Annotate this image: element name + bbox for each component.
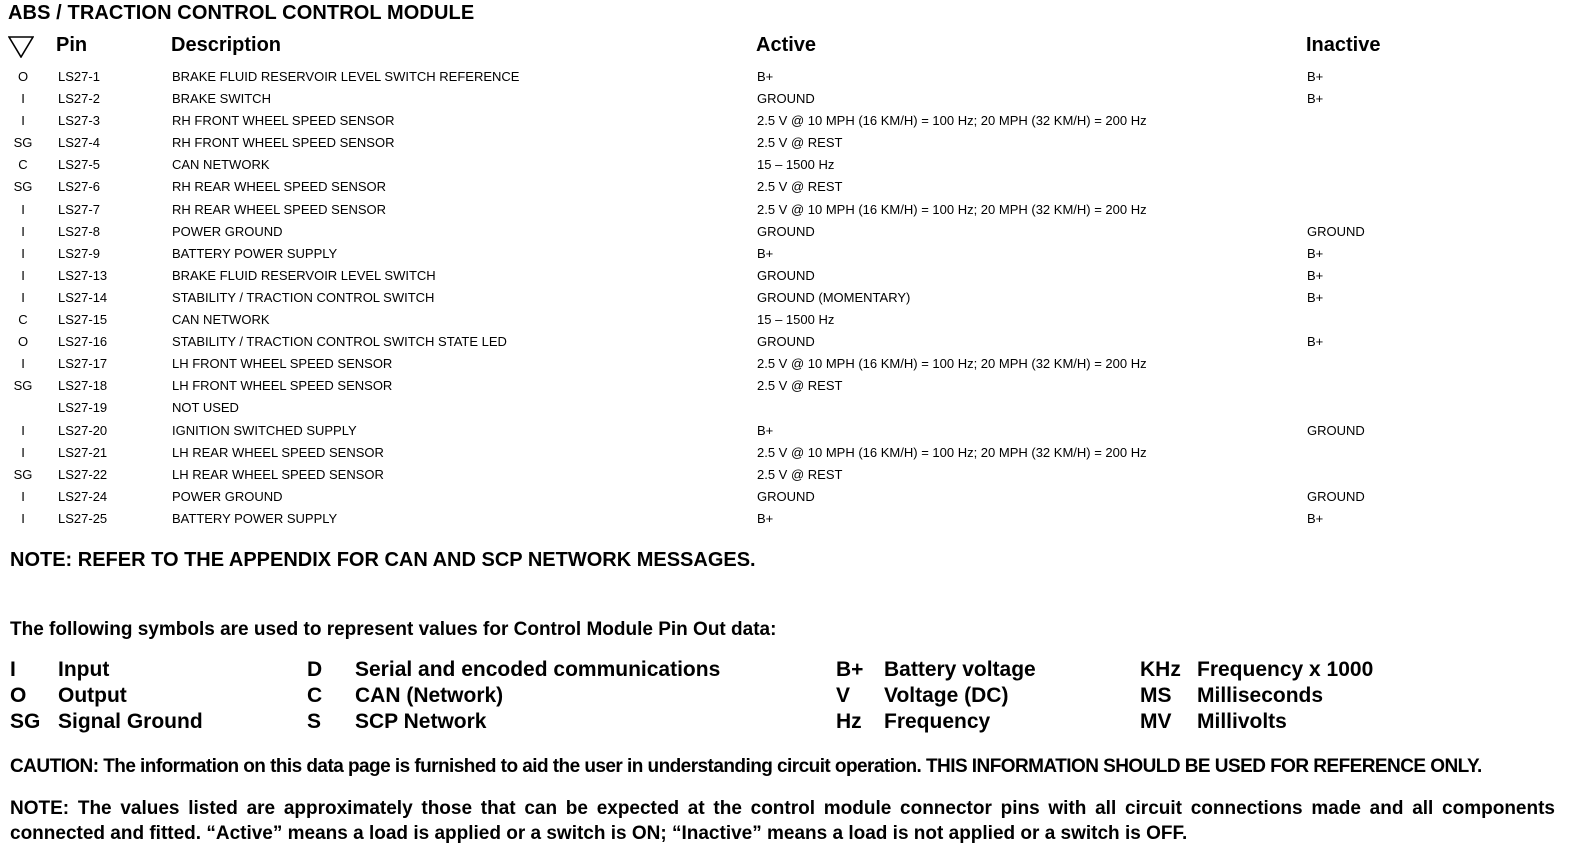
table-row: [0, 442, 1584, 464]
pin-description: RH FRONT WHEEL SPEED SENSOR: [172, 135, 395, 151]
active-value: B+: [757, 245, 774, 261]
pin-description: STABILITY / TRACTION CONTROL SWITCH STATE LED: [172, 334, 507, 350]
pin-number: LS27-16: [58, 334, 108, 350]
pin-description: CAN NETWORK: [172, 312, 270, 328]
pin-type: C: [18, 312, 28, 328]
pin-description: BRAKE FLUID RESERVOIR LEVEL SWITCH REFERENCE: [172, 69, 520, 84]
type-column-triangle-icon: [8, 36, 34, 58]
table-row: [0, 243, 1584, 265]
legend-symbol: MS: [1140, 684, 1172, 707]
pin-type: SG: [13, 466, 33, 482]
pin-type: I: [21, 444, 25, 460]
table-row: [0, 287, 1584, 309]
active-value: 2.5 V @ 10 MPH (16 KM/H) = 100 Hz; 20 MPH (32 KM/H) = 200 Hz: [757, 444, 1147, 460]
pin-number: LS27-19: [58, 400, 108, 416]
active-value: GROUND: [757, 223, 815, 239]
caution-note: CAUTION: The information on this data page is furnished to aid the user in understanding circuit operation. THIS INFORMATION SHOULD BE USED FOR REFERENCE ONLY.: [10, 756, 1482, 777]
pin-number: LS27-22: [58, 466, 108, 482]
pin-number: LS27-17: [58, 356, 108, 372]
inactive-value: GROUND: [1307, 422, 1365, 438]
legend-meaning: Serial and encoded communications: [355, 658, 721, 681]
page-title: ABS / TRACTION CONTROL CONTROL MODULE: [8, 2, 475, 24]
legend-symbol: SG: [10, 710, 41, 733]
pin-number: LS27-25: [58, 510, 108, 526]
inactive-value: B+: [1307, 267, 1324, 283]
inactive-value: B+: [1307, 91, 1324, 107]
active-value: 2.5 V @ REST: [757, 179, 843, 195]
column-header-description: Description: [171, 34, 282, 56]
pin-description: BRAKE FLUID RESERVOIR LEVEL SWITCH: [172, 267, 436, 283]
legend-symbol: D: [307, 658, 323, 681]
table-row: [0, 420, 1584, 442]
pin-type: C: [18, 157, 28, 173]
pin-description: IGNITION SWITCHED SUPPLY: [172, 422, 357, 438]
legend-meaning: SCP Network: [355, 710, 487, 733]
pin-type: O: [17, 334, 29, 350]
legend-symbol: I: [10, 658, 16, 681]
pin-description: NOT USED: [172, 400, 239, 416]
legend-meaning: Milliseconds: [1197, 684, 1324, 707]
pin-type: I: [21, 223, 25, 239]
legend-symbol: B+: [836, 658, 864, 681]
column-header-pin: Pin: [56, 34, 88, 56]
pin-description: CAN NETWORK: [172, 157, 270, 173]
column-header-active: Active: [756, 34, 817, 56]
pin-description: POWER GROUND: [172, 223, 283, 239]
pin-description: RH REAR WHEEL SPEED SENSOR: [172, 201, 387, 217]
pin-type: I: [21, 289, 25, 305]
legend-meaning: Input: [58, 658, 110, 681]
pin-type: I: [21, 488, 25, 504]
legend-symbol: V: [836, 684, 851, 707]
pin-type: I: [21, 422, 25, 438]
symbols-intro: The following symbols are used to represent values for Control Module Pin Out data:: [10, 619, 777, 640]
table-row: [0, 353, 1584, 375]
legend-meaning: Voltage (DC): [884, 684, 1009, 707]
legend-symbol: S: [307, 710, 322, 733]
pin-description: RH FRONT WHEEL SPEED SENSOR: [172, 113, 395, 129]
table-row: [0, 265, 1584, 287]
pin-number: LS27-24: [58, 488, 108, 504]
legend-meaning: Frequency: [884, 710, 991, 733]
active-value: GROUND: [757, 91, 815, 107]
pin-number: LS27-7: [58, 201, 100, 217]
pin-number: LS27-18: [58, 378, 108, 394]
table-row: [0, 199, 1584, 221]
active-value: 2.5 V @ 10 MPH (16 KM/H) = 100 Hz; 20 MPH (32 KM/H) = 200 Hz: [757, 356, 1147, 372]
pin-description: LH FRONT WHEEL SPEED SENSOR: [172, 356, 393, 372]
active-value: 2.5 V @ REST: [757, 135, 843, 151]
inactive-value: GROUND: [1307, 488, 1365, 504]
pin-type: I: [21, 201, 25, 217]
table-row: [0, 309, 1584, 331]
active-value: 2.5 V @ REST: [757, 466, 843, 482]
pin-description: BATTERY POWER SUPPLY: [172, 510, 338, 526]
inactive-value: B+: [1307, 245, 1324, 261]
legend-symbol: MV: [1140, 710, 1172, 733]
pin-description: LH REAR WHEEL SPEED SENSOR: [172, 466, 384, 482]
pin-type: I: [21, 510, 25, 526]
legend-symbol: C: [307, 684, 323, 707]
pin-type: I: [21, 267, 25, 283]
pin-number: LS27-2: [58, 91, 100, 107]
table-row: [0, 508, 1584, 530]
legend-symbol: KHz: [1140, 658, 1181, 681]
table-row: [0, 66, 1584, 88]
active-value: 15 – 1500 Hz: [757, 312, 835, 328]
column-header-inactive: Inactive: [1306, 34, 1381, 56]
pin-number: LS27-20: [58, 422, 108, 438]
table-row: [0, 176, 1584, 198]
pin-table: [0, 66, 1584, 530]
pin-number: LS27-9: [58, 245, 100, 261]
active-value: B+: [757, 69, 774, 84]
active-value: 15 – 1500 Hz: [757, 157, 835, 173]
table-row: [0, 375, 1584, 397]
active-value: B+: [757, 422, 774, 438]
table-row: [0, 464, 1584, 486]
inactive-value: B+: [1307, 289, 1324, 305]
pin-number: LS27-21: [58, 444, 108, 460]
pin-number: LS27-1: [58, 69, 100, 84]
active-value: 2.5 V @ 10 MPH (16 KM/H) = 100 Hz; 20 MPH (32 KM/H) = 200 Hz: [757, 113, 1147, 129]
active-value: B+: [757, 510, 774, 526]
table-row: [0, 88, 1584, 110]
pin-type: I: [21, 113, 25, 129]
active-value: GROUND: [757, 488, 815, 504]
pin-description: POWER GROUND: [172, 488, 283, 504]
active-value: GROUND: [757, 267, 815, 283]
pin-type: SG: [13, 135, 33, 151]
legend-meaning: Millivolts: [1197, 710, 1287, 733]
active-value: 2.5 V @ REST: [757, 378, 843, 394]
legend-meaning: CAN (Network): [355, 684, 504, 707]
pin-type: I: [21, 356, 25, 372]
pin-description: RH REAR WHEEL SPEED SENSOR: [172, 179, 387, 195]
pin-number: LS27-5: [58, 157, 100, 173]
pin-description: STABILITY / TRACTION CONTROL SWITCH: [172, 289, 435, 305]
table-row: [0, 132, 1584, 154]
values-note: NOTE: The values listed are approximately those that can be expected at the control module connector pins with all circuit connections made and all components connected and fitted. “Active” means a load is applied or a switch is ON; “Inactive” means a load is not applied or a switch is OFF.: [10, 798, 1555, 844]
pin-description: BRAKE SWITCH: [172, 91, 271, 107]
network-note: NOTE: REFER TO THE APPENDIX FOR CAN AND SCP NETWORK MESSAGES.: [10, 549, 756, 571]
pin-number: LS27-15: [58, 312, 108, 328]
table-row: [0, 110, 1584, 132]
pin-number: LS27-14: [58, 289, 108, 305]
pin-number: LS27-6: [58, 179, 100, 195]
inactive-value: B+: [1307, 334, 1324, 350]
inactive-value: B+: [1307, 510, 1324, 526]
active-value: 2.5 V @ 10 MPH (16 KM/H) = 100 Hz; 20 MPH (32 KM/H) = 200 Hz: [757, 201, 1147, 217]
pin-type: I: [21, 245, 25, 261]
pin-number: LS27-4: [58, 135, 100, 151]
inactive-value: GROUND: [1307, 223, 1365, 239]
pin-number: LS27-8: [58, 223, 100, 239]
legend-symbol: Hz: [836, 710, 862, 733]
legend-meaning: Output: [58, 684, 127, 707]
pin-description: LH REAR WHEEL SPEED SENSOR: [172, 444, 384, 460]
table-row: [0, 221, 1584, 243]
legend-meaning: Battery voltage: [884, 658, 1036, 681]
table-row: [0, 331, 1584, 353]
pin-type: O: [17, 69, 29, 84]
table-row: [0, 486, 1584, 508]
pin-number: LS27-3: [58, 113, 100, 129]
legend-symbol: O: [10, 684, 27, 707]
pin-type: SG: [13, 378, 33, 394]
active-value: GROUND (MOMENTARY): [757, 289, 911, 305]
legend-meaning: Signal Ground: [58, 710, 203, 733]
pin-type: SG: [13, 179, 33, 195]
table-row: [0, 154, 1584, 176]
pin-description: BATTERY POWER SUPPLY: [172, 245, 338, 261]
pin-type: I: [21, 91, 25, 107]
pin-number: LS27-13: [58, 267, 108, 283]
legend-meaning: Frequency x 1000: [1197, 658, 1374, 681]
active-value: GROUND: [757, 334, 815, 350]
table-row: [0, 397, 1584, 419]
pin-description: LH FRONT WHEEL SPEED SENSOR: [172, 378, 393, 394]
inactive-value: B+: [1307, 69, 1324, 84]
